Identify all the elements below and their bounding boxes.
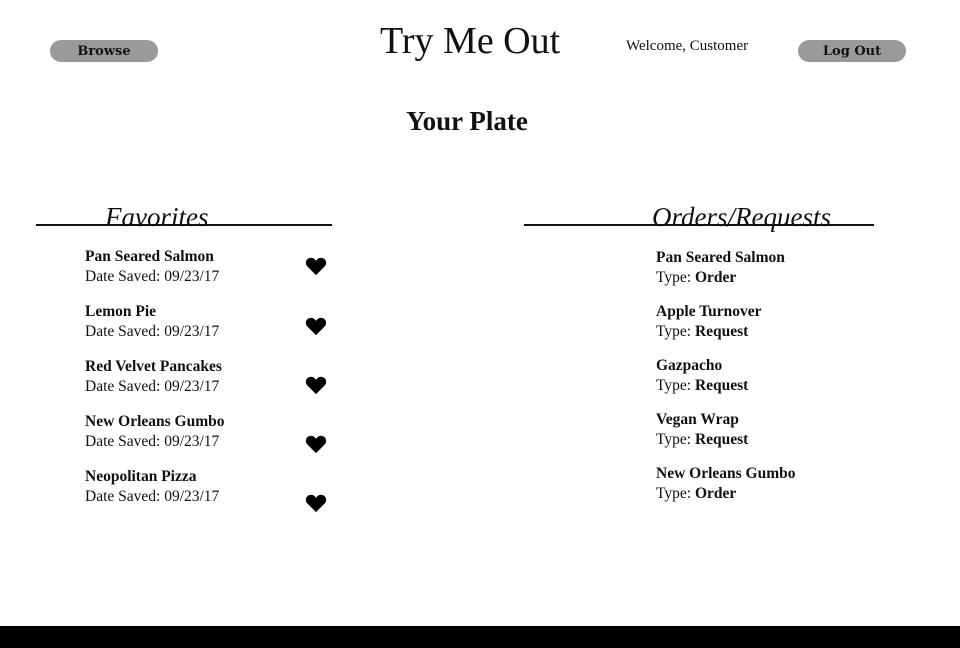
order-type: Type: Request [656, 431, 749, 448]
order-name[interactable]: Gazpacho [656, 357, 723, 374]
heart-icon[interactable] [305, 434, 327, 454]
app-title: Try Me Out [380, 20, 561, 62]
order-name[interactable]: New Orleans Gumbo [656, 465, 796, 482]
order-type: Type: Order [656, 485, 737, 502]
heart-icon[interactable] [305, 316, 327, 336]
favorites-heading [36, 198, 332, 232]
orders-heading [524, 198, 874, 232]
list-item [656, 302, 916, 356]
order-name[interactable]: Apple Turnover [656, 303, 762, 320]
favorite-date: Date Saved: 09/23/17 [85, 433, 220, 450]
list-item [85, 467, 335, 522]
list-item [85, 412, 335, 467]
list-item [656, 248, 916, 302]
list-item [85, 302, 335, 357]
favorite-date: Date Saved: 09/23/17 [85, 268, 220, 285]
favorite-date: Date Saved: 09/23/17 [85, 323, 220, 340]
orders-heading-label: Orders/Requests [652, 202, 831, 232]
order-name[interactable]: Pan Seared Salmon [656, 249, 785, 266]
favorite-date: Date Saved: 09/23/17 [85, 488, 220, 505]
list-item [656, 356, 916, 410]
orders-list [656, 248, 916, 518]
favorite-name[interactable]: Pan Seared Salmon [85, 248, 214, 265]
list-item [85, 357, 335, 412]
list-item [85, 247, 335, 302]
order-type: Type: Request [656, 377, 749, 394]
heart-icon[interactable] [305, 256, 327, 276]
favorite-date: Date Saved: 09/23/17 [85, 378, 220, 395]
logout-button[interactable]: Log Out [798, 40, 906, 62]
order-name[interactable]: Vegan Wrap [656, 411, 739, 428]
list-item [656, 410, 916, 464]
favorite-name[interactable]: Red Velvet Pancakes [85, 358, 222, 375]
favorite-name[interactable]: Neopolitan Pizza [85, 468, 197, 485]
welcome-text: Welcome, Customer [626, 38, 749, 54]
heart-icon[interactable] [305, 493, 327, 513]
order-type: Type: Order [656, 269, 737, 286]
favorites-list [85, 247, 335, 522]
page-title: Your Plate [406, 106, 528, 136]
favorites-heading-label: Favorites [105, 202, 209, 232]
list-item [656, 464, 916, 518]
order-type: Type: Request [656, 323, 749, 340]
browse-button[interactable]: Browse [50, 40, 158, 62]
heart-icon[interactable] [305, 375, 327, 395]
favorite-name[interactable]: Lemon Pie [85, 303, 157, 320]
favorite-name[interactable]: New Orleans Gumbo [85, 413, 225, 430]
footer-bar [0, 626, 960, 648]
